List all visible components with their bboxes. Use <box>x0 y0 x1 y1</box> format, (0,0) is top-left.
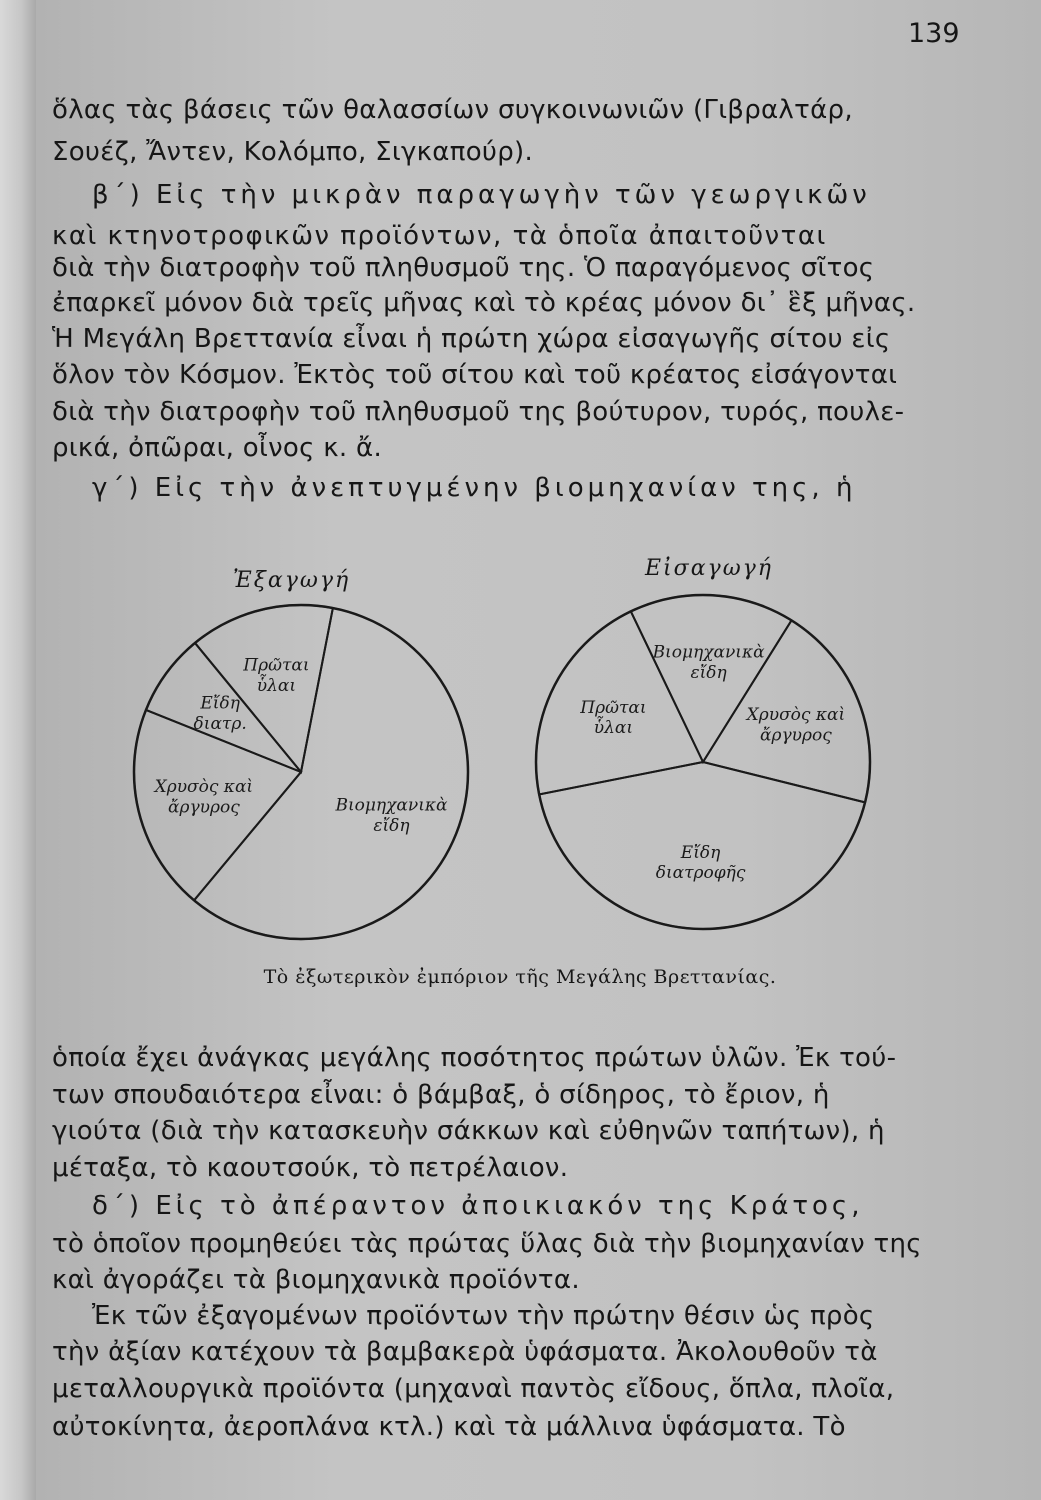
pie-slice-label: Χρυσὸς καὶ ἄργυρος <box>746 704 846 746</box>
figure-caption: Τὸ ἐξωτερικὸν ἐμπόριον τῆς Μεγάλης Βρεττανίας. <box>263 966 777 988</box>
text-line: αὐτοκίνητα, ἀεροπλάνα κτλ.) καὶ τὰ μάλλινα ὑφάσματα. Τὸ <box>52 1412 846 1442</box>
text-line: τὸ ὁποῖον προμηθεύει τὰς πρώτας ὕλας διὰ τὴν βιομηχανίαν της <box>52 1229 922 1259</box>
pie-slice <box>194 608 468 939</box>
text-line: β΄) Εἰς τὴν μικρὰν παραγωγὴν τῶν γεωργικῶν <box>92 180 871 210</box>
pie-slice-label: Πρῶται ὗλαι <box>580 697 647 738</box>
page-number: 139 <box>908 18 960 49</box>
pie-slice-label: Βιομηχανικὰ εἴδη <box>652 642 765 683</box>
pie-slice-label: Εἴδη διατρ. <box>193 692 247 734</box>
text-line: δ΄) Εἰς τὸ ἀπέραντον ἀποικιακόν της Κράτος, <box>92 1191 864 1221</box>
text-line: ὁποία ἔχει ἀνάγκας μεγάλης ποσότητος πρώτων ὑλῶν. Ἐκ τού- <box>52 1043 897 1073</box>
text-line: ὅλας τὰς βάσεις τῶν θαλασσίων συγκοινωνιῶν (Γιβραλτάρ, <box>52 95 853 125</box>
text-line: γιούτα (διὰ τὴν κατασκευὴν σάκκων καὶ εὐθηνῶν ταπήτων), ἡ <box>52 1116 885 1146</box>
text-line: καὶ ἀγοράζει τὰ βιομηχανικὰ προϊόντα. <box>52 1265 580 1295</box>
text-line: γ΄) Εἰς τὴν ἀνεπτυγμένην βιομηχανίαν της, ἡ <box>92 473 857 503</box>
pie-slice-label: Βιομηχανικὰ εἴδη <box>335 795 448 836</box>
text-line: καὶ κτηνοτροφικῶν προϊόντων, τὰ ὁποῖα ἀπαιτοῦνται <box>52 221 827 251</box>
pie-slice-label: Εἴδη διατροφῆς <box>655 842 746 883</box>
text-line: ὅλον τὸν Κόσμον. Ἐκτὸς τοῦ σίτου καὶ τοῦ κρέατος εἰσάγονται <box>52 360 898 390</box>
text-line: διὰ τὴν διατροφὴν τοῦ πληθυσμοῦ της. Ὁ παραγόμενος σῖτος <box>52 253 875 283</box>
text-line: τὴν ἀξίαν κατέχουν τὰ βαμβακερὰ ὑφάσματα. Ἀκολουθοῦν τὰ <box>52 1337 878 1367</box>
text-line: Ἐκ τῶν ἐξαγομένων προϊόντων τὴν πρώτην θέσιν ὡς πρὸς <box>92 1301 875 1331</box>
pie-slice-label: Πρῶται ὗλαι <box>243 655 310 696</box>
text-line: Ἡ Μεγάλη Βρεττανία εἶναι ἡ πρώτη χώρα εἰσαγωγῆς σίτου εἰς <box>52 324 891 354</box>
pie-slice-label: Χρυσὸς καὶ ἄργυρος <box>154 776 254 818</box>
import-chart-title: Εἰσαγωγή <box>645 556 773 581</box>
text-line: μέταξα, τὸ καουτσούκ, τὸ πετρέλαιον. <box>52 1153 569 1183</box>
text-line: μεταλλουργικὰ προϊόντα (μηχαναὶ παντὸς εἴδους, ὅπλα, πλοῖα, <box>52 1374 895 1404</box>
text-line: των σπουδαιότερα εἶναι: ὁ βάμβαξ, ὁ σίδηρος, τὸ ἔριον, ἡ <box>52 1080 830 1110</box>
text-line: Σουέζ, Ἄντεν, Κολόμπο, Σιγκαπούρ). <box>52 137 534 167</box>
export-chart-title: Ἐξαγωγή <box>233 568 351 593</box>
text-line: ρικά, ὀπῶραι, οἶνος κ. ἄ. <box>52 433 383 463</box>
text-line: διὰ τὴν διατροφὴν τοῦ πληθυσμοῦ της βούτυρον, τυρός, πουλε- <box>52 397 905 427</box>
text-line: ἐπαρκεῖ μόνον διὰ τρεῖς μῆνας καὶ τὸ κρέας μόνον δι᾿ ἓξ μῆνας. <box>52 288 916 318</box>
